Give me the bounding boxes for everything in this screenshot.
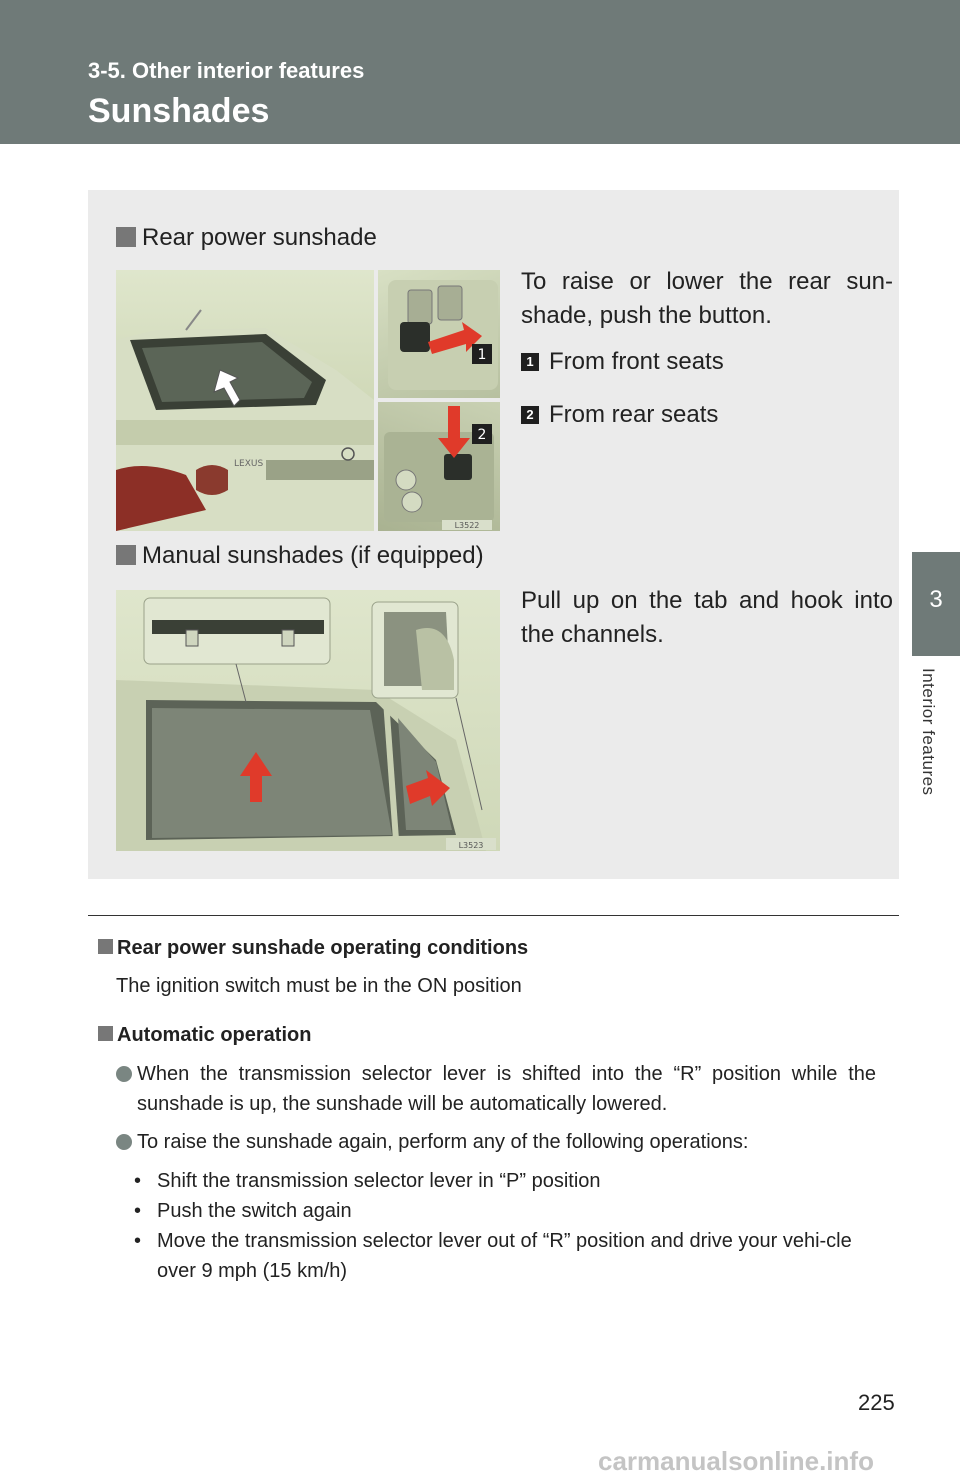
rear-power-sunshade-heading: Rear power sunshade <box>116 224 377 252</box>
figure-code-rear: L3522 <box>454 521 480 530</box>
page-number: 225 <box>858 1390 895 1415</box>
bullet-dot-icon <box>116 1066 132 1082</box>
page-title: Sunshades <box>88 92 270 130</box>
manual-description: Pull up on the tab and hook into the channels. <box>521 587 893 648</box>
middle-dot-icon: • <box>134 1200 142 1222</box>
manual-sunshades-heading: Manual sunshades (if equipped) <box>116 542 484 570</box>
middle-dot-icon: • <box>134 1230 142 1252</box>
chapter-number: 3 <box>929 586 943 613</box>
square-bullet-icon <box>98 1026 113 1041</box>
square-bullet-icon <box>98 939 113 954</box>
operating-conditions-text: The ignition switch must be in the ON position <box>116 975 522 997</box>
rear-seat-button-figure <box>378 402 500 531</box>
svg-text:1: 1 <box>477 347 487 363</box>
manual-sunshade-figure <box>116 590 500 851</box>
square-bullet-icon <box>116 545 136 565</box>
bullet-item: When the transmission selector lever is shifted into the “R” position while the sunshade is up, the sunshade will be automatically lowered. <box>116 1059 876 1119</box>
front-seat-button-figure <box>378 270 500 398</box>
figure-code-manual: L3523 <box>458 841 484 850</box>
sub-list-item: • Move the transmission selector lever out of “R” position and drive your vehi-cle over 9 mph (15 km/h) <box>134 1226 878 1286</box>
step-label: From rear seats <box>549 401 719 428</box>
watermark[interactable]: carmanualsonline.info <box>598 1446 874 1476</box>
automatic-operation-heading: Automatic operation <box>98 1024 311 1047</box>
page-header <box>0 0 960 144</box>
svg-text:2: 2 <box>477 427 487 443</box>
sub-list-item: • Push the switch again <box>134 1196 878 1226</box>
step-number: 1 <box>521 353 539 371</box>
operating-conditions-heading: Rear power sunshade operating conditions <box>98 937 528 960</box>
chapter-label: Interior features <box>919 668 938 796</box>
bullet-item: To raise the sunshade again, perform any of the following operations: <box>116 1127 876 1157</box>
rear-window-figure <box>116 270 374 531</box>
square-bullet-icon <box>116 227 136 247</box>
lexus-logo: LEXUS <box>234 459 264 469</box>
step-rear-seats <box>521 401 718 429</box>
section-label: 3-5. Other interior features <box>88 58 365 83</box>
step-label: From front seats <box>549 348 724 375</box>
chapter-label-container <box>918 668 940 828</box>
sub-list-item: • Shift the transmission selector lever in “P” position <box>134 1166 878 1196</box>
step-front-seats <box>521 348 724 376</box>
step-number: 2 <box>521 406 539 424</box>
rear-power-description: To raise or lower the rear sun-shade, push the button. <box>521 268 893 329</box>
middle-dot-icon: • <box>134 1170 142 1192</box>
bullet-dot-icon <box>116 1134 132 1150</box>
chapter-tab[interactable] <box>912 552 960 656</box>
section-divider <box>88 915 899 916</box>
